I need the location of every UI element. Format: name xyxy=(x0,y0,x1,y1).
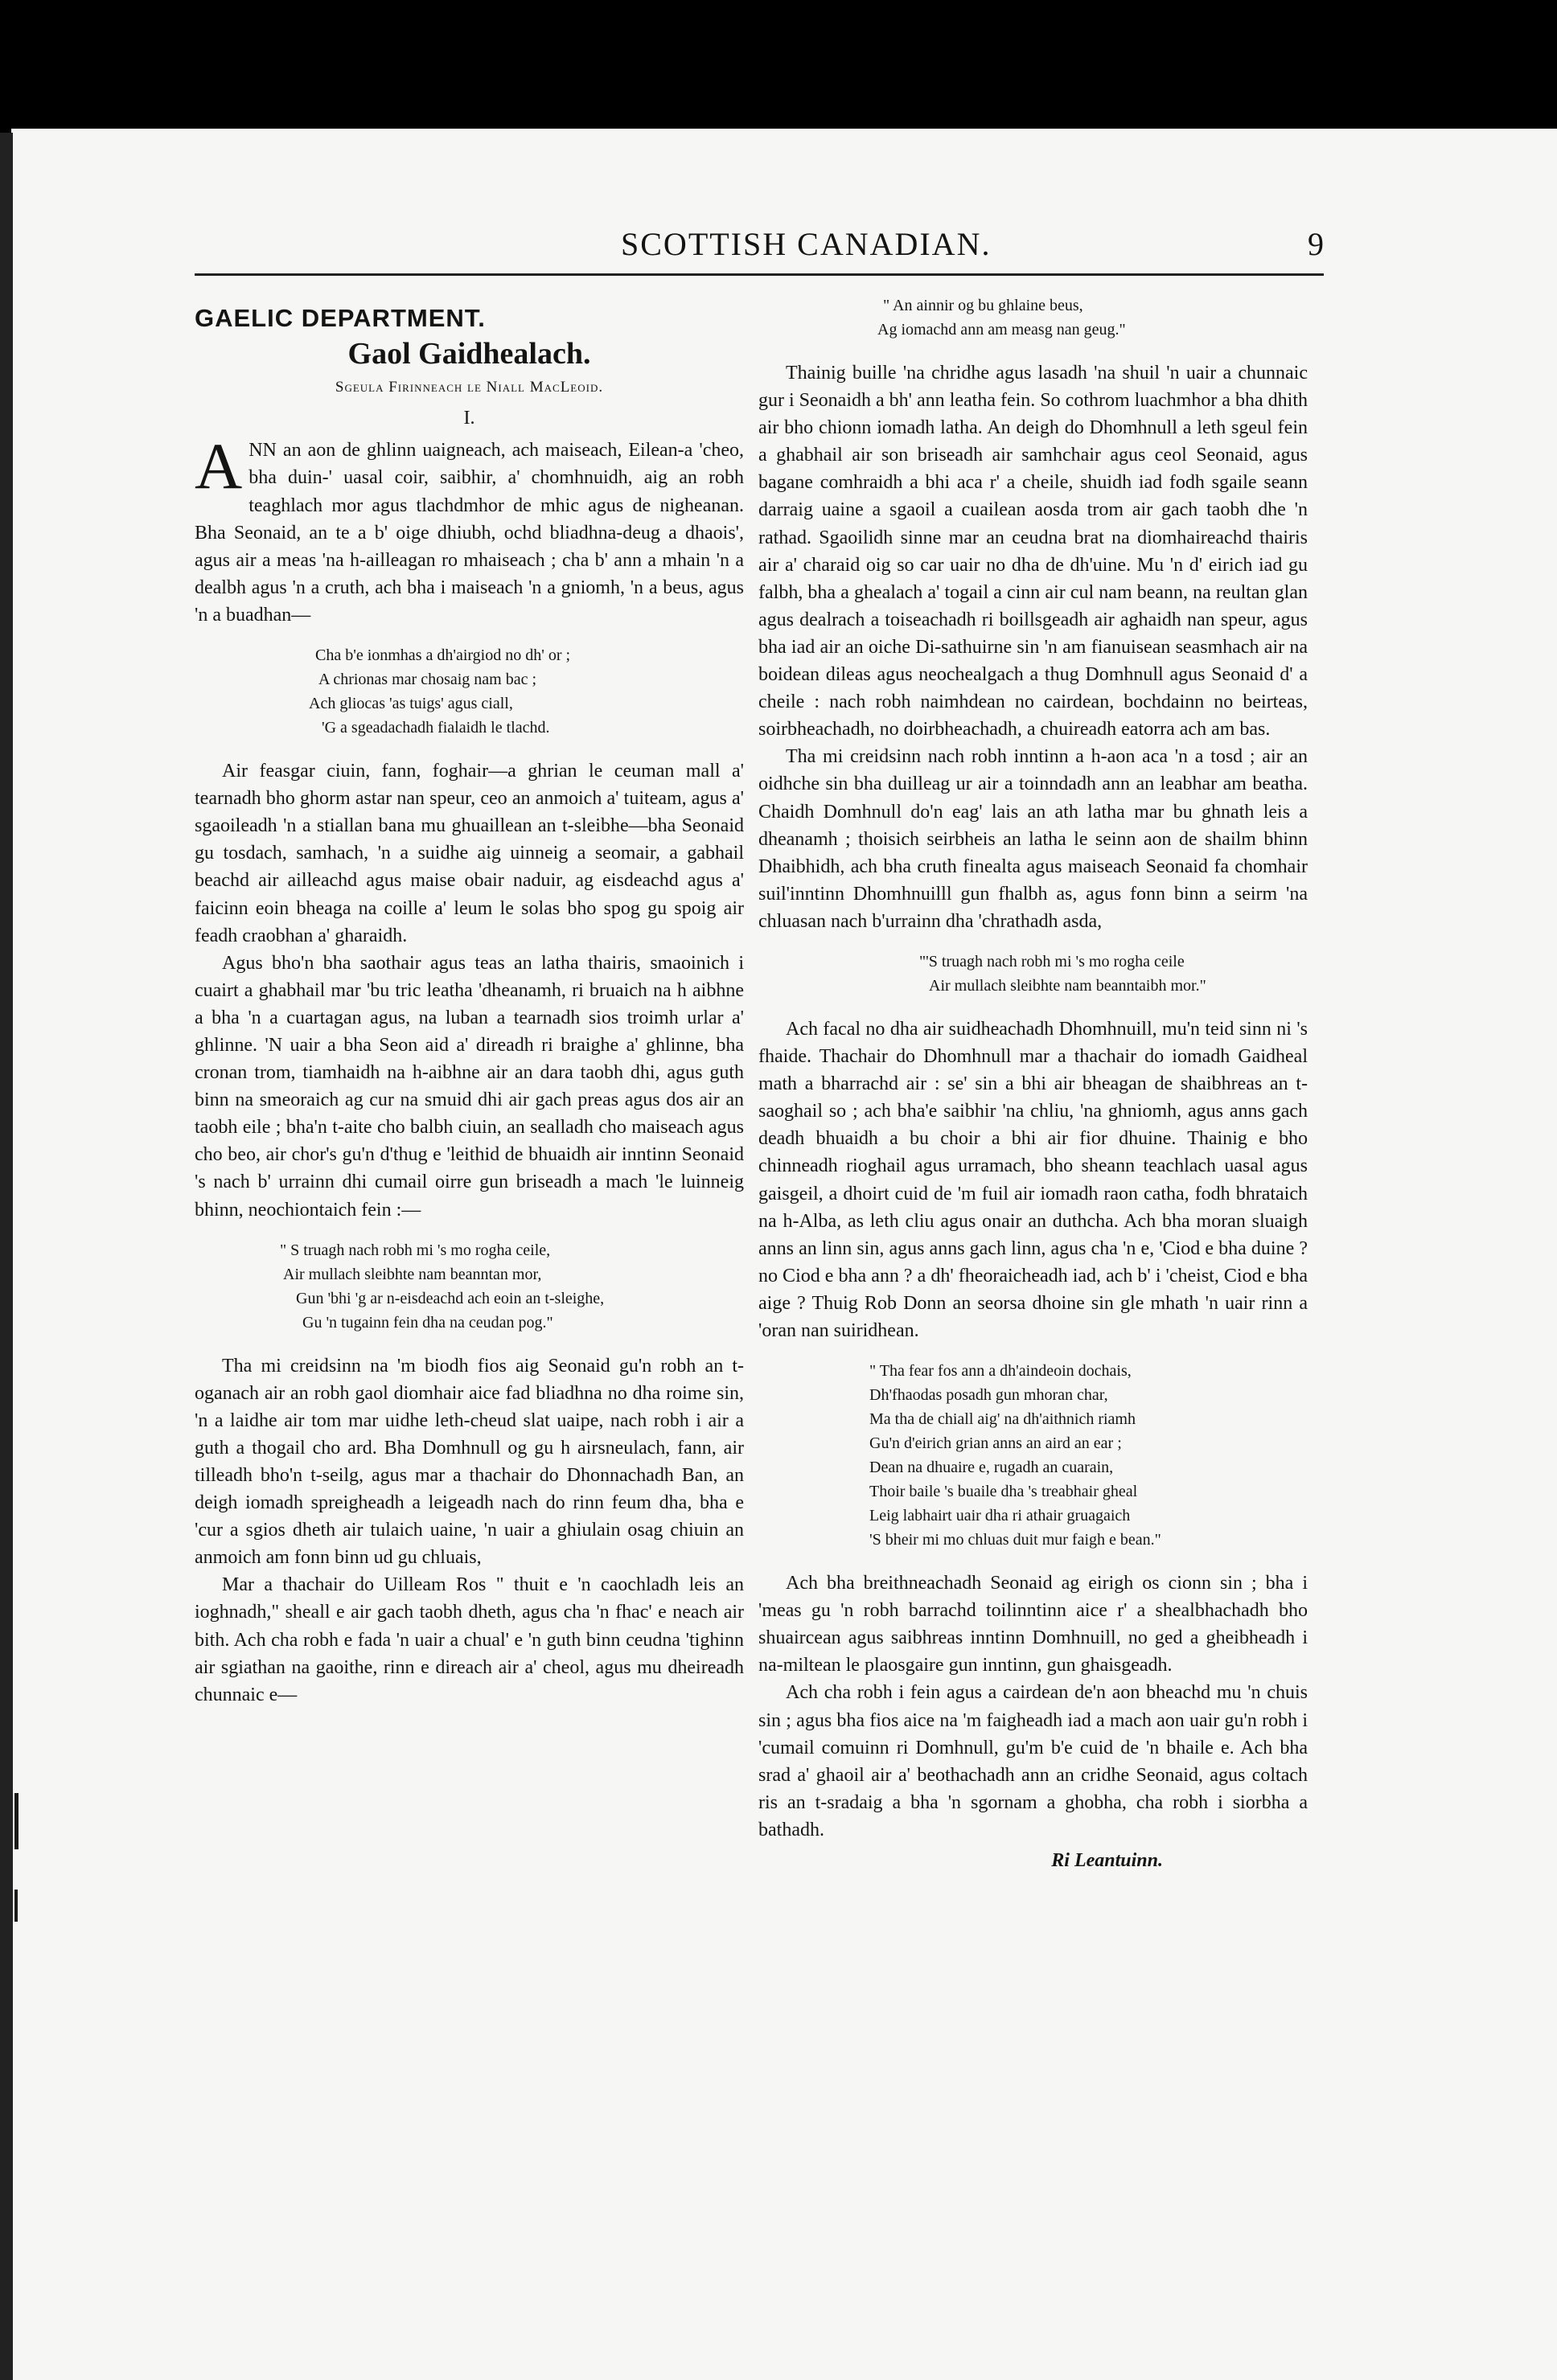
verse-line: Dh'fhaodas posadh gun mhoran char, xyxy=(869,1386,1108,1405)
verse-line: Gu'n d'eirich grian anns an aird an ear ; xyxy=(869,1434,1122,1453)
left-column xyxy=(195,293,744,1709)
verse-line: Air mullach sleibhte nam beanntan mor, xyxy=(283,1265,542,1283)
paragraph: Ach cha robh i fein agus a cairdean de'n aon bheachd mu 'n chuis sin ; agus bha fios aice na 'm faigheadh iad a mach aon uair gu'n robh i 'cumail comuinn ri Domhnull, gu'm b'e cuid de 'n bhaile e. Ach bha srad a' ghaoil air a' beothachadh ann an cridhe Seonaid, agus coltach ris an t-sradaig a bha 'n sgornam a ghobha, cha robh i siorbha a bathadh. xyxy=(758,1682,1308,1840)
verse-line: Air mullach sleibhte nam beanntaibh mor." xyxy=(929,976,1206,995)
right-column xyxy=(758,293,1308,1874)
continued-note: Ri Leantuinn. xyxy=(1051,1850,1163,1872)
drop-cap: A xyxy=(195,429,243,503)
verse-block xyxy=(758,293,1308,342)
verse-line: 'G a sgeadachadh fialaidh le tlachd. xyxy=(322,719,550,737)
verse-line: " An ainnir og bu ghlaine beus, xyxy=(883,297,1083,314)
verse-line: Ach gliocas 'as tuigs' agus ciall, xyxy=(309,695,513,713)
paragraph: Air feasgar ciuin, fann, foghair—a ghrian le ceuman mall a' tearnadh bho ghorm astar nan speur, ceo an anmoich a' tuiteam, agus a' sgaoileadh 'n a stiallan bana mu ghuaillean an t-sleibhe—bha Seonaid gu tosdach, samhach, 'n a suidhe aig uinneig a seomair, a gabhail beachd air ailleachd agus maise obair naduir, ag eisdeachd agus a' faicinn eoin bheaga na coille a' leum le solas bho spog gu spoig air feadh craobhan a' gharaidh. xyxy=(195,761,744,946)
verse-line: Ma tha de chiall aig' na dh'aithnich riamh xyxy=(869,1410,1136,1429)
verse-block xyxy=(195,643,744,740)
verse-line: Ag iomachd ann am measg nan geug." xyxy=(877,321,1126,339)
page-number: 9 xyxy=(1308,226,1324,262)
verse-line: Dean na dhuaire e, rugadh an cuarain, xyxy=(869,1459,1114,1477)
verse-line: A chrionas mar chosaig nam bac ; xyxy=(318,671,537,689)
header-rule xyxy=(195,273,1324,276)
verse-block xyxy=(758,950,1308,998)
margin-mark xyxy=(14,1793,18,1849)
verse-line: Thoir baile 's buaile dha 's treabhair gheal xyxy=(869,1483,1138,1501)
paragraph-text: NN an aon de ghlinn uaigneach, ach maiseach, Eilean-a 'cheo, bha duin-' uasal coir, saibhir, a' chomhnuidh, aig an robh teaghlach mor agus tlachdmhor de mhic agus de nigheanan. Bha Seonaid, an te a b' oige dhiubh, ochd bliadhna-deug a dhaois', agus air a meas 'na h-ailleagan ro mhaiseach ; cha b' ann a mhain 'n a dealbh agus 'n a cruth, ach bha i maiseach 'n a gniomh, 'n a beus, agus 'n a buadhan— xyxy=(195,440,744,626)
paragraph xyxy=(195,429,744,629)
paragraph: Tha mi creidsinn nach robh inntinn a h-aon aca 'n a tosd ; air an oidhche sin bha duilleag ur air a toinndadh ann an leabhar am beatha. Chaidh Domhnull do'n eag' lais an ath latha mar bu ghnath leis a dheanamh ; thoisich seirbheis an latha le seinn aon de shailm bhinn Dhaibhidh, ach bha cruth finealta agus maiseach Seonaid fa chomhair suil'inntinn Dhomhnuilll gun fhalbh as, agus fonn binn a seirm 'na chluasan nach b'urrainn dha 'chrathadh asda, xyxy=(758,746,1308,932)
verse-line: Gu 'n tugainn fein dha na ceudan pog." xyxy=(302,1313,553,1332)
chapter-number: I. xyxy=(463,408,475,429)
binding-edge xyxy=(0,133,13,2380)
verse-line: Leig labhairt uair dha ri athair gruagaich xyxy=(869,1507,1131,1525)
department-heading: GAELIC DEPARTMENT. xyxy=(195,304,486,332)
paragraph: Thainig buille 'na chridhe agus lasadh 'na shuil 'n uair a chunnaic gur i Seonaidh a bh' ann leatha fein. So cothrom luachmhor a bha dhith air bho chionn iomadh latha. An deigh do Dhomhnull a leth sgeul fein a ghabhail air son briseadh air samhchair agus ceol Seonaid, agus bagane comhraidh a bhi aca r' a cheile, shuidh iad fodh sgaile seann darraig uaine a sgaoil a cuailean aosda trom air gach taobh dhe 'n rathad. Sgaoilidh sinne mar an ceudna brat na diomhaireachd thairis air a' charaid oig so car uair no dha de dh'uine. Mu 'n d' eirich iad gu falbh, bha a ghealach a' togail a cinn air cul nam beann, na reultan glan agus dealrach a toiseachadh ri boillsgeadh air aghaidh nan speur, agus bha iad air an oiche Di-sathuirne sin 'n am fianuisean seasmhach air na boidean dileas agus neochealgach a thug Domhnull agus Seonaid d' a cheile : nach robh naimhdean no cairdean, bochdainn no beirteas, soirbheachadh, no doirbheachadh, a chuireadh eatorra ach am bas. xyxy=(758,363,1308,741)
article-title: Gaol Gaidhealach. xyxy=(347,337,591,371)
verse-block xyxy=(195,1238,744,1335)
article-byline: Sgeula Firinneach le Niall MacLeoid. xyxy=(335,379,604,396)
running-header xyxy=(195,217,1324,281)
paragraph: Tha mi creidsinn na 'm biodh fios aig Seonaid gu'n robh an t-oganach air an robh gaol diomhair aice fad bliadhna no dha roime sin, 'n a laidhe air tom mar uidhe leth-cheud slat uaipe, nach robh i air a guth a thogail cho ard. Bha Domhnull og gu h airsneulach, fann, air tilleadh bho'n t-seilg, agus mar a thachair do Dhonnachadh Ban, an deigh iomadh spreigheadh a leigeadh nach do rinn feum dha, bha e 'cur a sgios dheth air tulaich uaine, 'n uair a ghiulain osag chiuin an anmoich am fonn binn ud gu chluais, xyxy=(195,1355,744,1569)
margin-mark xyxy=(14,1890,18,1922)
paragraph: Ach facal no dha air suidheachadh Dhomhnuill, mu'n teid sinn ni 's fhaide. Thachair do Dhomhnull mar a thachair do iomadh Gaidheal math a bharrachd air : se' sin a bhi air bheagan de shaibhreas an t-saoghail so ; ach bha'e saibhir 'na chliu, 'na ghniomh, agus anns gach deadh bhuaidh a bu choir a bhi air fior dhuine. Thainig e bho chinneadh rioghail agus urramach, bho sheann teachlach uasal agus gaisgeil, a dhoirt cuid de 'm fuil air iomadh raon catha, fodh bhrataich na h-Alba, as leth cliu agus onair an duthcha. Ach bha moran sluaigh anns an linn sin, agus anns gach linn, agus cha 'n e, 'Ciod e bha duine ? no Ciod e bha ann ? a dh' fheoraicheadh iad, ach b' i 'cheist, Ciod e bha aige ? Thuig Rob Donn an seorsa dhoine sin gle mhath 'n uair rinn a 'oran nan suiridhean. xyxy=(758,1018,1308,1341)
verse-line: "'S truagh nach robh mi 's mo rogha ceile xyxy=(919,952,1185,970)
verse-line: " Tha fear fos ann a dh'aindeoin dochais, xyxy=(869,1362,1132,1381)
page-sheet xyxy=(11,129,1557,2380)
paragraph: Ach bha breithneachadh Seonaid ag eirigh os cionn sin ; bha i 'meas gu 'n robh barrachd toilinntinn aice r' a shealbhachadh bho shuaircean agus saibhreas inntinn Domhnuill, no ged a gheibheadh i na-miltean le plaosgaire gun inntinn, gun ghaisgeadh. xyxy=(758,1573,1308,1676)
verse-block xyxy=(758,1359,1308,1552)
verse-line: 'S bheir mi mo chluas duit mur faigh e bean." xyxy=(869,1531,1161,1549)
verse-line: Gun 'bhi 'g ar n-eisdeachd ach eoin an t-sleighe, xyxy=(296,1289,605,1307)
paragraph: Mar a thachair do Uilleam Ros " thuit e 'n caochladh leis an ioghnadh," sheall e air gach taobh dheth, agus cha 'n fhac' e neach air bith. Ach cha robh e fada 'n uair a chual' e 'n guth binn ceudna 'tighinn air sgiathan na gaoithe, rinn e direach air a' cheol, agus mu dheireadh chunnaic e— xyxy=(195,1574,744,1705)
verse-line: " S truagh nach robh mi 's mo rogha ceile, xyxy=(280,1241,551,1259)
journal-title: SCOTTISH CANADIAN. xyxy=(621,226,992,262)
paragraph: Agus bho'n bha saothair agus teas an latha thairis, smaoinich i cuairt a ghabhail mar 'bu tric leatha 'dheanamh, ri bruaich na h aibhne a bha 'n a cuartagan agus, na luban a tearnadh sios troimh urlar a' ghlinne. 'N uair a bha Seon aid a' direadh ri braighe a' ghlinne, bha cronan trom, tiamhaidh na h-aibhne air an dara taobh dhi, agus guth binn na smeoraich ag cur na smuid dhi air gach preas agus dos air an taobh eile ; bha'n t-aite cho balbh ciuin, an sealladh cho maiseach agus cho beo, air chor's gu'n d'thug e 'leithid de bhuaidh air inntinn Seonaid 's nach b' urrainn dhi cumail oirre gun briseadh a mach 'le luinneig bhinn, neochiontaich fein :— xyxy=(195,952,744,1221)
verse-line: Cha b'e ionmhas a dh'airgiod no dh' or ; xyxy=(315,646,571,665)
